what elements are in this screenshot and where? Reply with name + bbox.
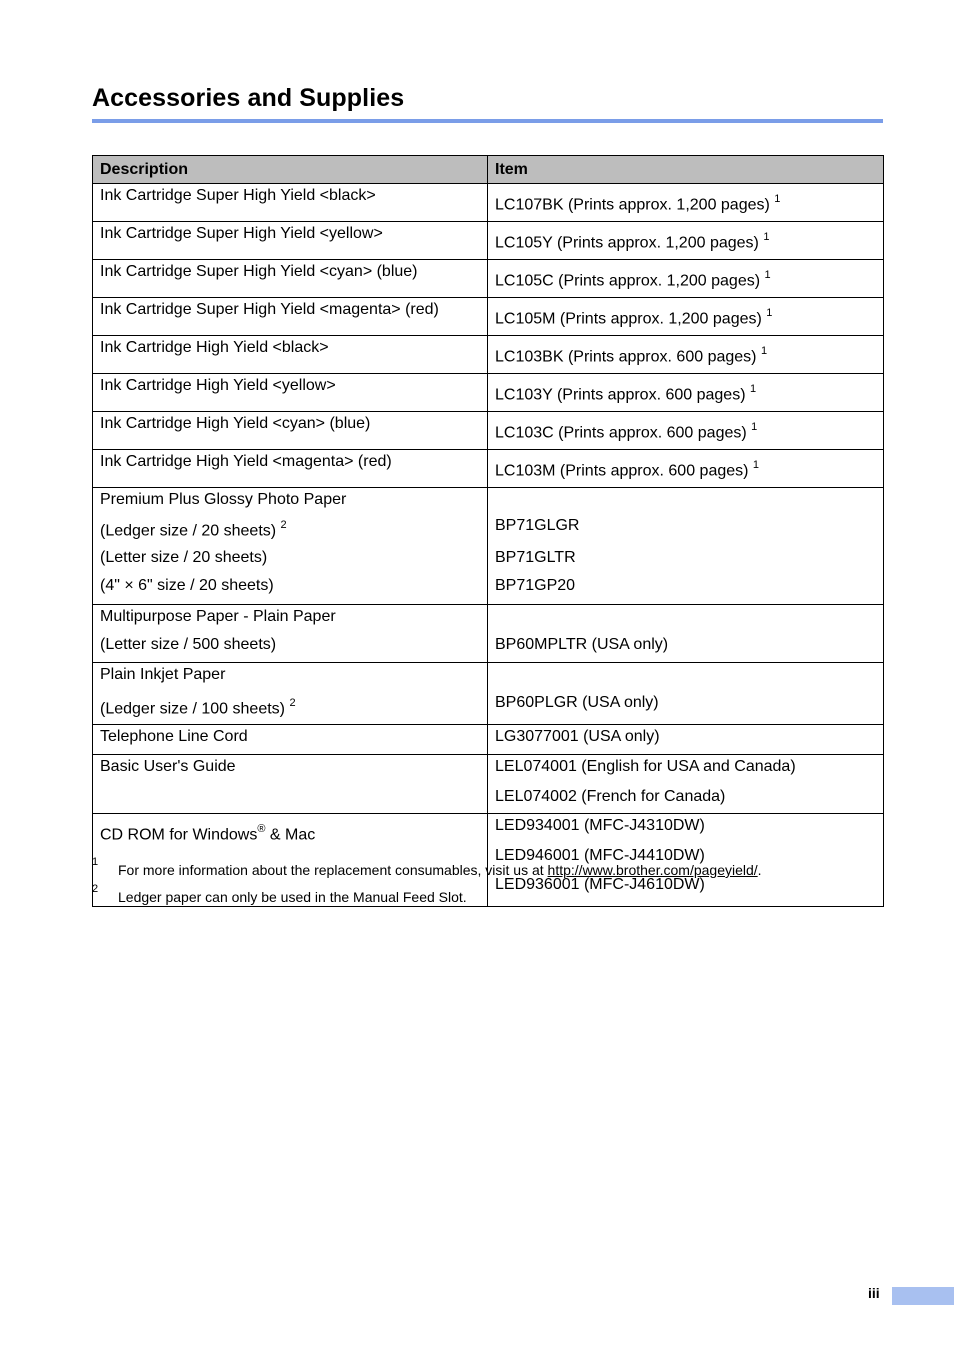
item-code: LED936001 (MFC-J4610DW) [495, 876, 705, 893]
table-row [93, 412, 884, 450]
item-code: LC107BK (Prints approx. 1,200 pages) [495, 196, 770, 214]
photo-paper-desc [93, 488, 488, 605]
row-item [488, 450, 884, 488]
table-row [93, 755, 884, 814]
table-row [93, 184, 884, 222]
multipurpose-item [488, 605, 884, 663]
item-code: LC105Y (Prints approx. 1,200 pages) [495, 234, 759, 252]
item-code: LC103Y (Prints approx. 600 pages) [495, 386, 746, 404]
item-code: LC105M (Prints approx. 1,200 pages) [495, 310, 762, 328]
table-row [93, 663, 884, 725]
cord-desc: Telephone Line Cord [93, 725, 488, 755]
item-code: LC103BK (Prints approx. 600 pages) [495, 348, 757, 366]
table-row [93, 374, 884, 412]
item-code: BP71GP20 [495, 577, 576, 594]
multipurpose-size: (Letter size / 500 sheets) [100, 636, 277, 653]
footnote-ref: 1 [760, 345, 768, 357]
row-description: Ink Cartridge Super High Yield <yellow> [93, 222, 488, 260]
footnote-ref: 2 [280, 519, 287, 531]
photo-paper-ledger: (Ledger size / 20 sheets) [100, 522, 277, 540]
multipurpose-desc [93, 605, 488, 663]
cdrom-desc: CD ROM for Windows® & Mac [93, 814, 488, 907]
table-row [93, 725, 884, 755]
row-description: Ink Cartridge High Yield <cyan> (blue) [93, 412, 488, 450]
item-code: LC105C (Prints approx. 1,200 pages) [495, 272, 761, 290]
footnote-ref: 1 [751, 421, 758, 433]
row-description: Ink Cartridge Super High Yield <magenta> (red) [93, 298, 488, 336]
row-item [488, 184, 884, 222]
cdrom-items [488, 814, 884, 907]
table-row [93, 260, 884, 298]
item-code: LC103C (Prints approx. 600 pages) [495, 424, 747, 442]
inkjet-title: Plain Inkjet Paper [100, 666, 226, 683]
row-item [488, 260, 884, 298]
pageyield-link[interactable]: http://www.brother.com/pageyield/ [547, 862, 758, 878]
row-item [488, 298, 884, 336]
registered-mark: ® [257, 823, 266, 835]
table-row [93, 336, 884, 374]
footnote-ref: 1 [749, 383, 757, 395]
row-description: Ink Cartridge Super High Yield <cyan> (blue) [93, 260, 488, 298]
item-code: BP60MPLTR (USA only) [495, 636, 669, 653]
row-description: Ink Cartridge High Yield <black> [93, 336, 488, 374]
table-row [93, 222, 884, 260]
table-row [93, 488, 884, 605]
multipurpose-title: Multipurpose Paper - Plain Paper [100, 608, 336, 625]
table-header-row [93, 156, 884, 184]
row-description: Ink Cartridge High Yield <yellow> [93, 374, 488, 412]
item-code: LG3077001 (USA only) [495, 728, 660, 745]
item-code: LEL074001 (English for USA and Canada) [495, 758, 796, 775]
table-row [93, 605, 884, 663]
row-description: Ink Cartridge Super High Yield <black> [93, 184, 488, 222]
inkjet-desc [93, 663, 488, 725]
photo-paper-letter: (Letter size / 20 sheets) [100, 549, 268, 567]
page-title: Accessories and Supplies [92, 84, 405, 112]
footnote-ref: 1 [764, 269, 771, 281]
header-item: Item [488, 156, 884, 184]
guide-desc: Basic User's Guide [93, 755, 488, 814]
footnote-ref: 1 [763, 231, 770, 243]
photo-paper-items [488, 488, 884, 605]
item-code: LEL074002 (French for Canada) [495, 788, 726, 805]
row-description: Ink Cartridge High Yield <magenta> (red) [93, 450, 488, 488]
item-code: BP71GLGR [495, 517, 580, 534]
footnote-ref: 2 [289, 697, 296, 709]
row-item [488, 222, 884, 260]
header-description: Description [93, 156, 488, 184]
guide-items [488, 755, 884, 814]
photo-paper-title: Premium Plus Glossy Photo Paper [100, 491, 347, 508]
footnote-ref: 1 [752, 459, 760, 471]
cord-item [488, 725, 884, 755]
footnote-ref: 1 [774, 193, 781, 205]
item-code: LC103M (Prints approx. 600 pages) [495, 462, 749, 480]
table-row [93, 450, 884, 488]
footnote-ref: 1 [766, 307, 773, 319]
item-code: BP60PLGR (USA only) [495, 694, 659, 711]
title-divider [92, 119, 883, 123]
row-item [488, 412, 884, 450]
supplies-table [92, 155, 884, 907]
table-row [93, 298, 884, 336]
page-number: iii [868, 1285, 880, 1301]
item-code: LED946001 (MFC-J4410DW) [495, 847, 705, 864]
row-item [488, 336, 884, 374]
inkjet-item [488, 663, 884, 725]
item-code: BP71GLTR [495, 549, 576, 566]
inkjet-size: (Ledger size / 100 sheets) [100, 700, 285, 718]
item-code: LED934001 (MFC-J4310DW) [495, 817, 705, 834]
photo-paper-small: (4" × 6" size / 20 sheets) [100, 577, 274, 595]
row-item [488, 374, 884, 412]
page-tab-marker [892, 1287, 954, 1305]
